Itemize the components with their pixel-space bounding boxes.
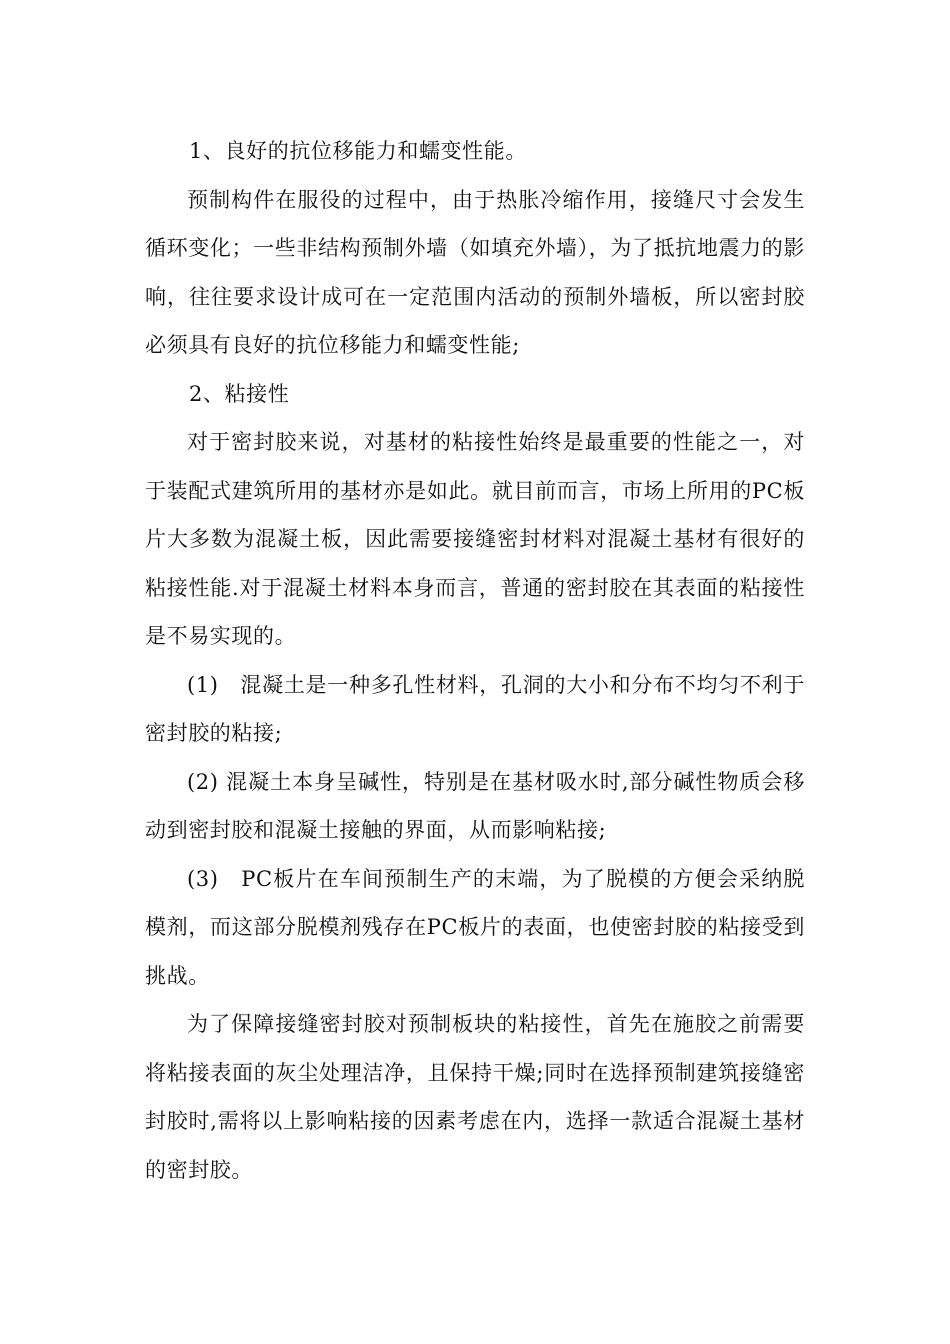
section-heading-displacement: 1、良好的抗位移能力和蠕变性能。 [189,139,527,163]
paragraph-conclusion: 为了保障接缝密封胶对预制板块的粘接性，首先在施胶之前需要将粘接表面的灰尘处理洁净，且保持干燥;同时在选择预制建筑接缝密封胶时,需将以上影响粘接的因素考虑在内，选择一款适合混凝土基材的密封胶。 [145,1012,805,1182]
section-heading-adhesion: 2、粘接性 [189,381,290,406]
list-item-porous-concrete: (1) 混凝土是一种多孔性材料，孔洞的大小和分布不均匀不利于密封胶的粘接; [145,672,805,745]
list-item-alkaline-concrete: (2) 混凝土本身呈碱性，特别是在基材吸水时,部分碱性物质会移动到密封胶和混凝土接触的界面，从而影响粘接; [145,769,805,842]
paragraph-adhesion-body: 对于密封胶来说，对基材的粘接性始终是最重要的性能之一，对于装配式建筑所用的基材亦是如此。就目前而言，市场上所用的PC板片大多数为混凝土板，因此需要接缝密封材料对混凝土基材有很好的粘接性能.对于混凝土材料本身而言，普通的密封胶在其表面的粘接性是不易实现的。 [145,430,805,648]
list-item-release-agent: (3) PC板片在车间预制生产的末端，为了脱模的方便会采纳脱模剂，而这部分脱模剂残存在PC板片的表面，也使密封胶的粘接受到挑战。 [145,866,805,988]
document-body [145,127,805,1194]
paragraph-displacement-body: 预制构件在服役的过程中，由于热胀冷缩作用，接缝尺寸会发生循环变化；一些非结构预制外墙（如填充外墙），为了抵抗地震力的影响，往往要求设计成可在一定范围内活动的预制外墙板，所以密封胶必须具有良好的抗位移能力和蠕变性能; [145,187,805,357]
